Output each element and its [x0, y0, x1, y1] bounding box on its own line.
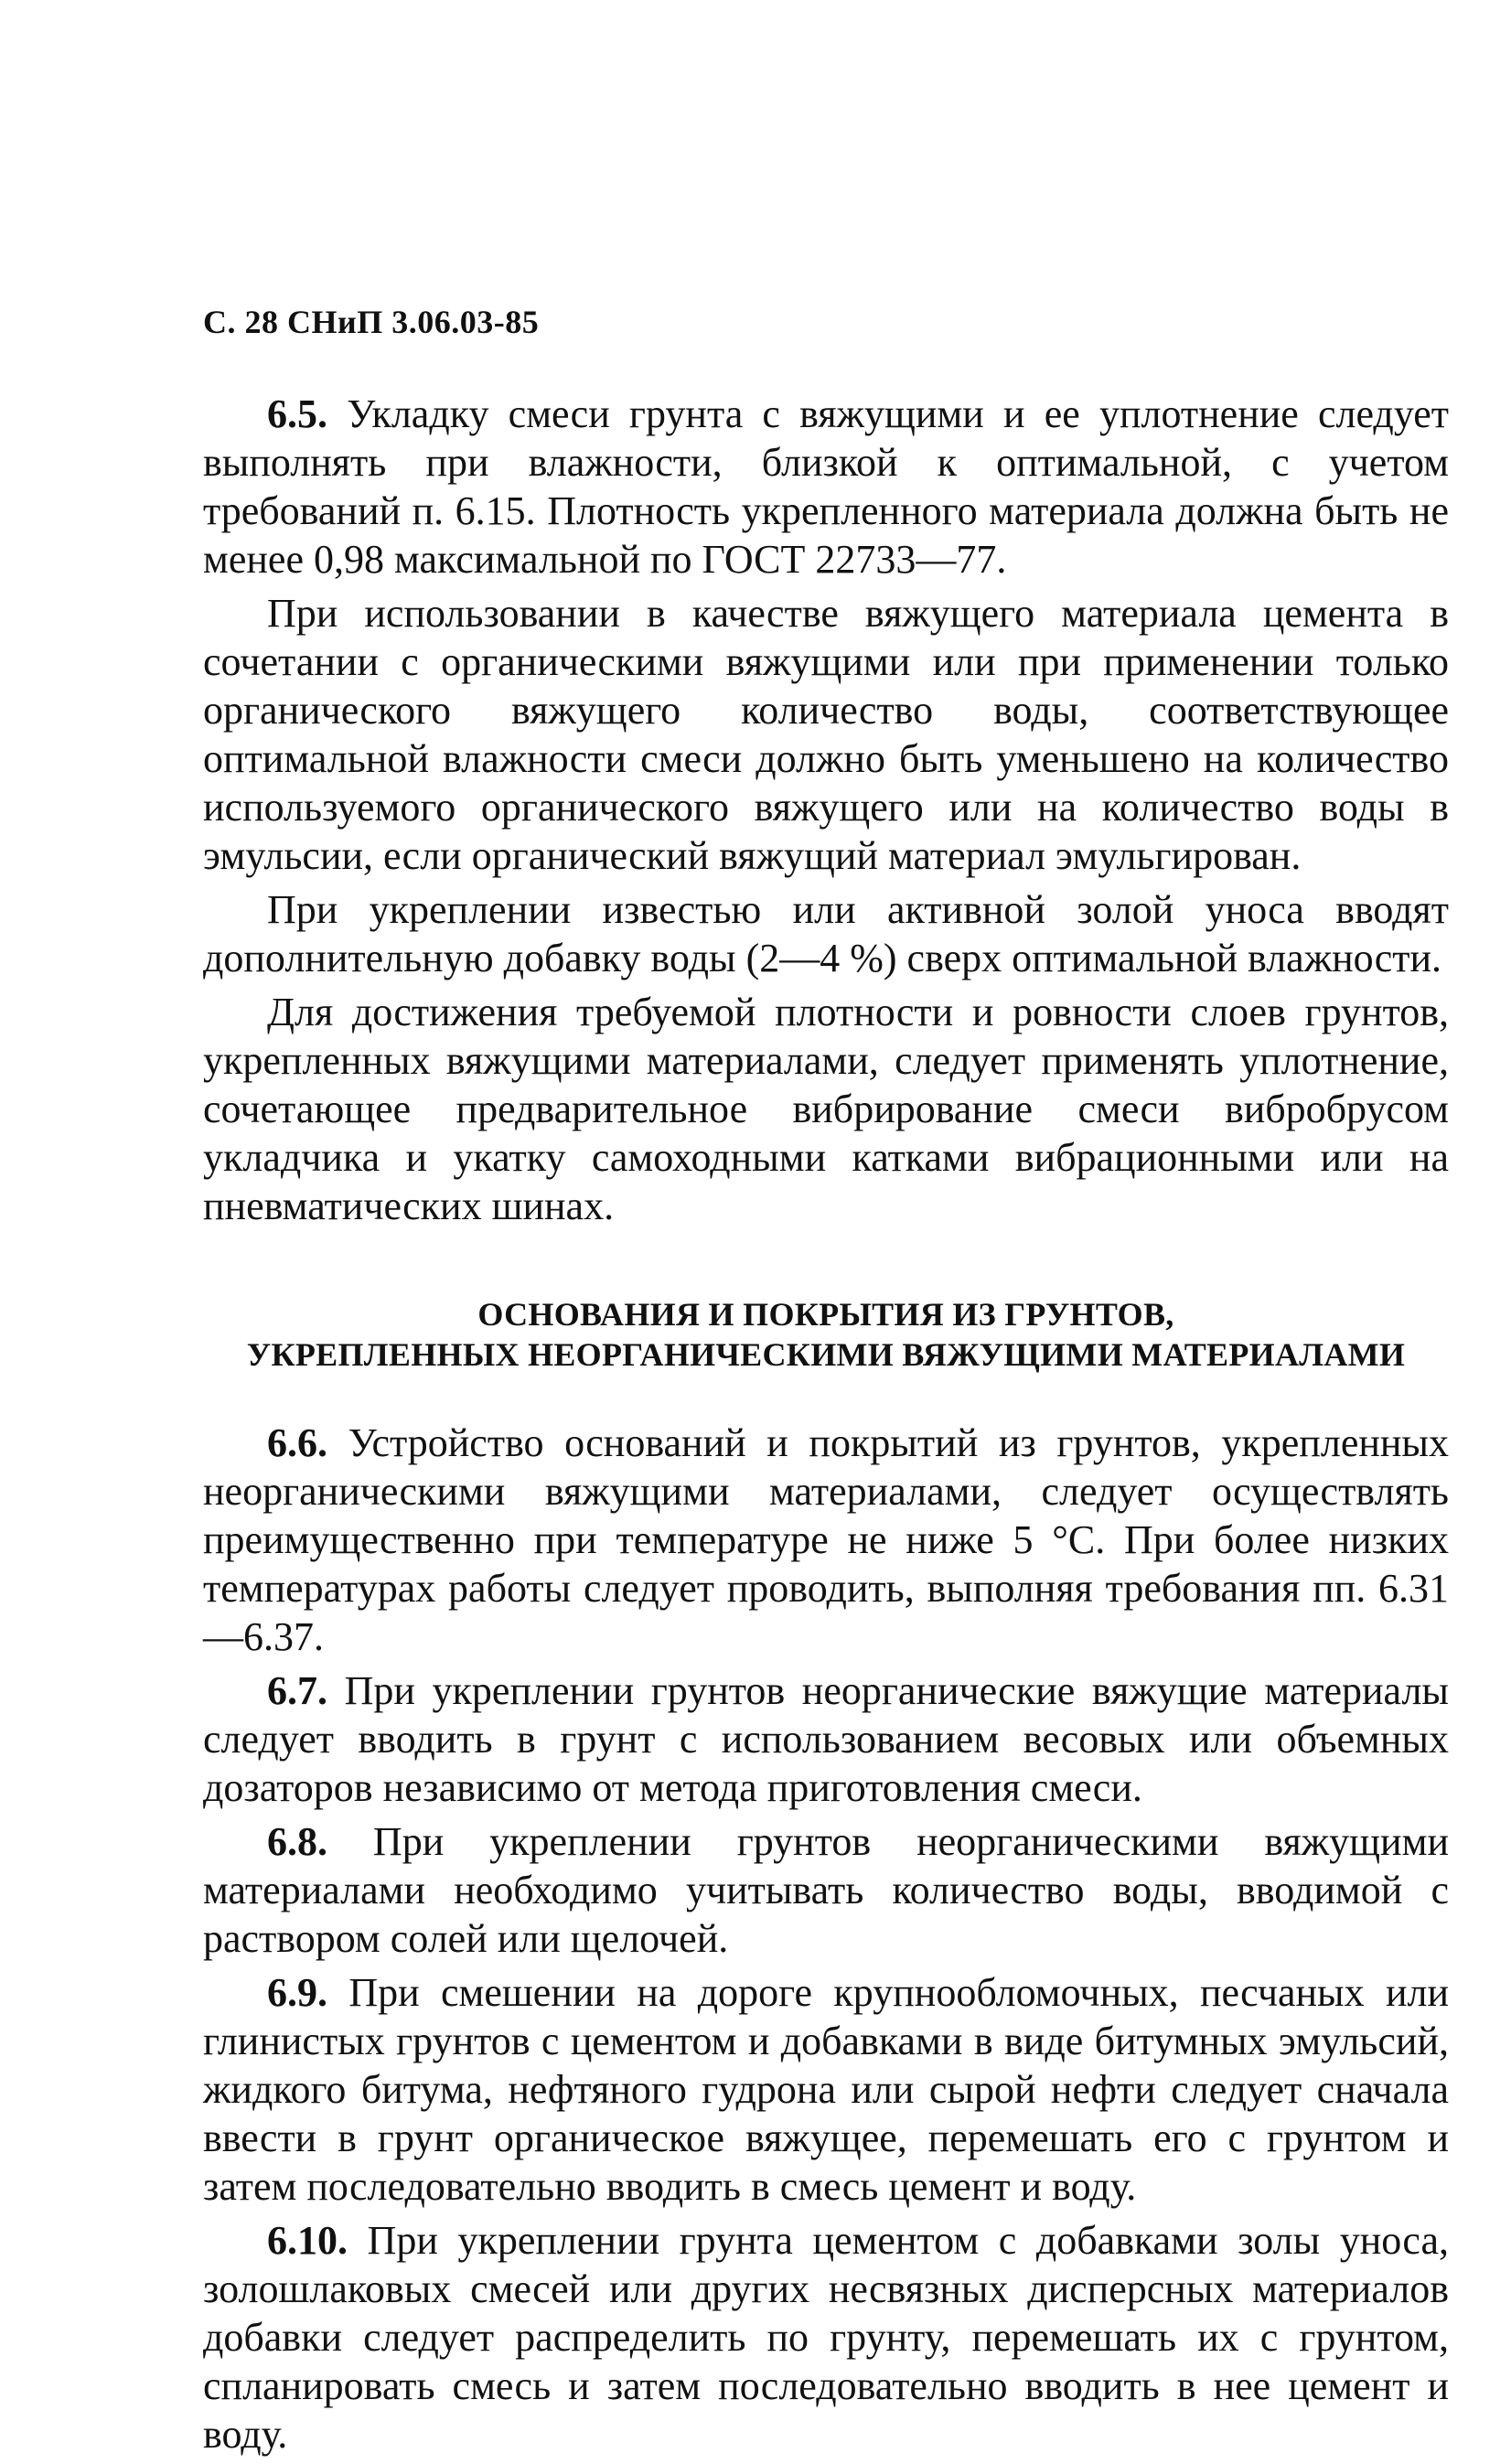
paragraph-6-10 — [203, 2216, 1449, 2459]
paragraph-number: 6.8. — [267, 1819, 327, 1864]
paragraph-text: Укладку смеси грунта с вяжущими и ее уплотнение следует выполнять при влажности, близкой к оптимальной, с учетом требований п. 6.15. Плотность укрепленного материала должна быть не менее 0,98 максимальной по ГОСТ 22733—77. — [203, 391, 1449, 582]
paragraph-6-8 — [203, 1817, 1449, 1963]
paragraph-number: 6.5. — [267, 391, 327, 436]
paragraph-number: 6.7. — [267, 1668, 327, 1713]
paragraph-lime-ash — [203, 885, 1449, 982]
paragraph-cement-organic — [203, 589, 1449, 880]
section-heading — [203, 1294, 1449, 1375]
section-heading-line-2: УКРЕПЛЕННЫХ НЕОРГАНИЧЕСКИМИ ВЯЖУЩИМИ МАТЕРИАЛАМИ — [246, 1336, 1406, 1373]
paragraph-6-6 — [203, 1419, 1449, 1661]
paragraph-6-5 — [203, 390, 1449, 584]
paragraph-text: При укреплении грунта цементом с добавками золы уноса, золошлаковых смесей или других несвязных дисперсных материалов добавки следует распределить по грунту, перемешать их с грунтом, спланировать смесь и затем последовательно вводить в нее цемент и воду. — [203, 2218, 1449, 2457]
paragraph-text: При использовании в качестве вяжущего материала цемента в сочетании с органическими вяжущими или при применении только органического вяжущего количество воды, соответствующее оптимальной влажности смеси должно быть уменьшено на количество используемого органического вяжущего или на количество воды в эмульсии, если органический вяжущий материал эмульгирован. — [203, 591, 1449, 878]
section-heading-line-1: ОСНОВАНИЯ И ПОКРЫТИЯ ИЗ ГРУНТОВ, — [477, 1296, 1174, 1333]
paragraph-text: При смешении на дороге крупнообломочных, песчаных или глинистых грунтов с цементом и добавками в виде битумных эмульсий, жидкого битума, нефтяного гудрона или сырой нефти следует сначала ввести в грунт органическое вяжущее, перемешать его с грунтом и затем последовательно вводить в смесь цемент и воду. — [203, 1970, 1449, 2209]
document-page — [203, 302, 1449, 2464]
paragraph-number: 6.6. — [267, 1420, 327, 1465]
running-head: С. 28 СНиП 3.06.03-85 — [203, 304, 540, 340]
paragraph-text: Устройство оснований и покрытий из грунтов, укрепленных неорганическими вяжущими материалами, следует осуществлять преимущественно при температуре не ниже 5 °С. При более низких температурах работы следует проводить, выполняя требования пп. 6.31—6.37. — [203, 1420, 1449, 1659]
paragraph-text: При укреплении известью или активной золой уноса вводят дополнительную добавку воды (2—4 %) сверх оптимальной влажности. — [203, 887, 1449, 980]
paragraph-6-9 — [203, 1968, 1449, 2211]
paragraph-text: Для достижения требуемой плотности и ровности слоев грунтов, укрепленных вяжущими материалами, следует применять уплотнение, сочетающее предварительное вибрирование смеси вибробрусом укладчика и укатку самоходными катками вибрационными или на пневматических шинах. — [203, 990, 1449, 1228]
paragraph-number: 6.9. — [267, 1970, 327, 2015]
paragraph-6-7 — [203, 1666, 1449, 1812]
paragraph-compaction — [203, 988, 1449, 1230]
paragraph-text: При укреплении грунтов неорганическими вяжущими материалами необходимо учитывать количество воды, вводимой с раствором солей или щелочей. — [203, 1819, 1449, 1961]
paragraph-text: При укреплении грунтов неорганические вяжущие материалы следует вводить в грунт с использованием весовых или объемных дозаторов независимо от метода приготовления смеси. — [203, 1668, 1449, 1810]
paragraph-number: 6.10. — [267, 2218, 348, 2263]
